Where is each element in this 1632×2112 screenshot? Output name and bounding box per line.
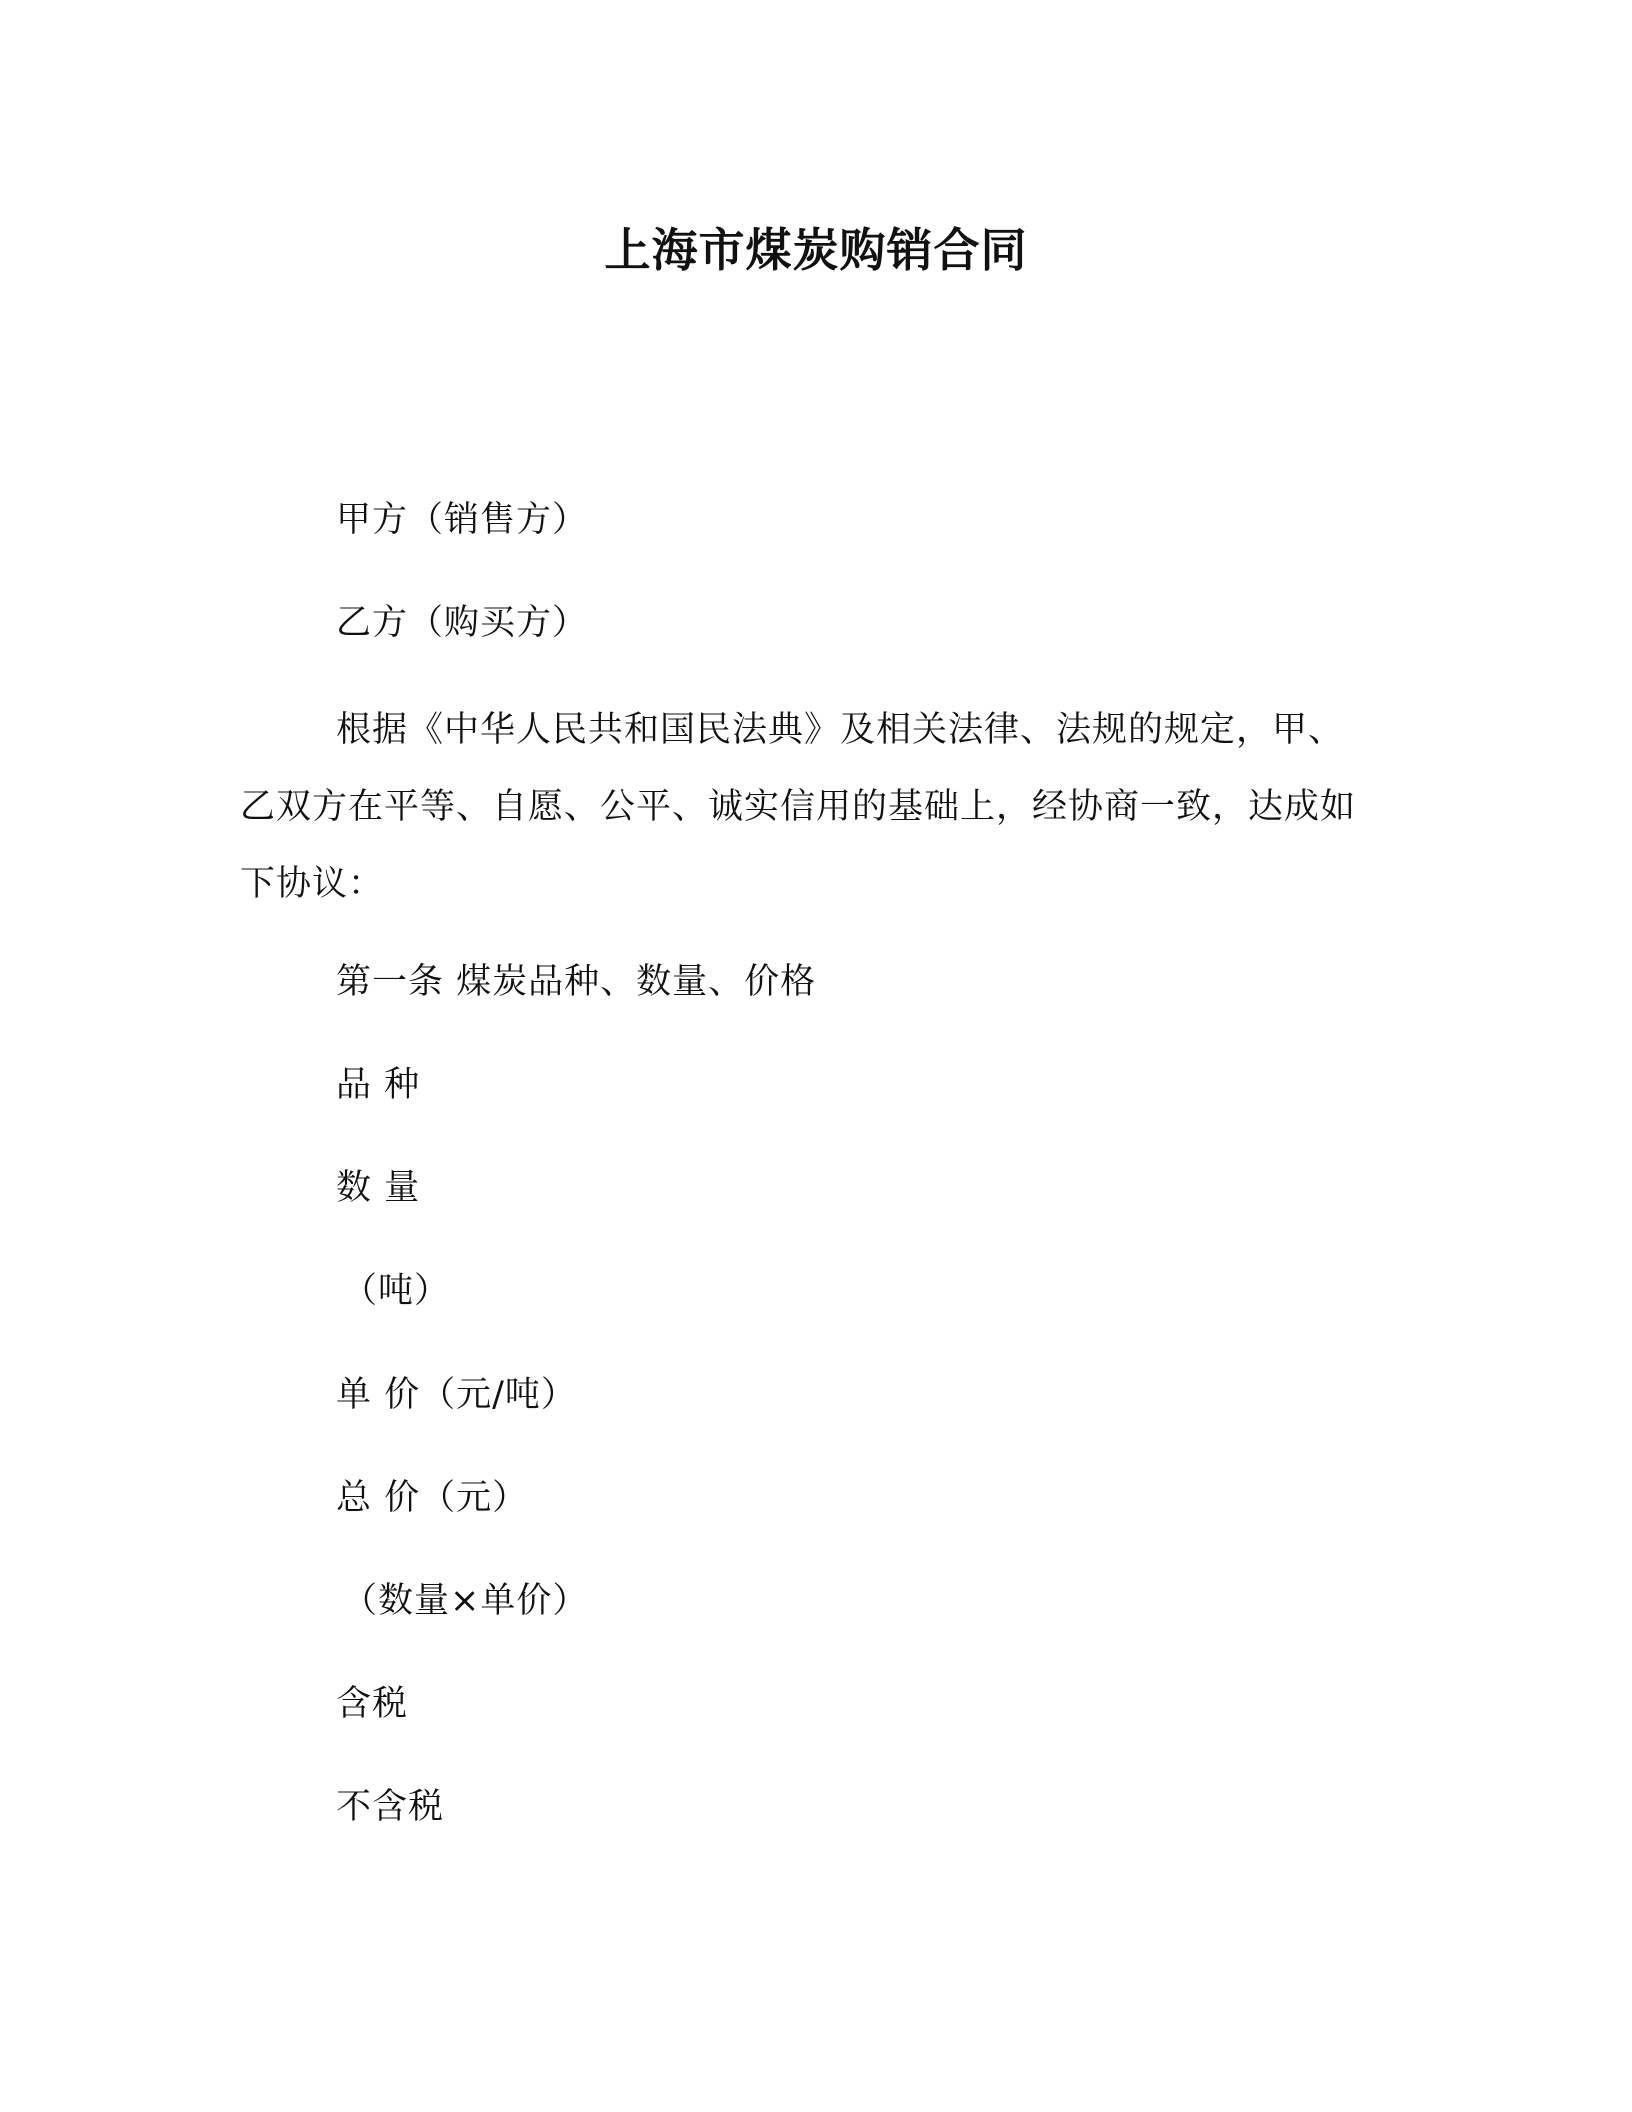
document-title: 上海市煤炭购销合同 [604,223,1028,277]
field-variety: 品 种 [336,1065,421,1105]
field-tax-excluded: 不含税 [336,1787,445,1827]
party-a-label: 甲方（销售方） [336,500,589,540]
article-1-heading: 第一条 煤炭品种、数量、价格 [336,962,817,1002]
party-b-label: 乙方（购买方） [336,603,589,643]
field-total-formula: （数量×单价） [342,1581,589,1621]
field-quantity-unit: （吨） [342,1271,451,1311]
preamble-paragraph: 根据《中华人民共和国民法典》及相关法律、法规的规定，甲、乙双方在平等、自愿、公平、诚实信用的基础上，经协商一致，达成如下协议： [240,710,1357,904]
field-tax-included: 含税 [336,1684,409,1724]
field-unit-price: 单 价（元/吨） [336,1375,577,1415]
field-total-price: 总 价（元） [336,1478,529,1518]
field-quantity: 数 量 [336,1168,421,1208]
